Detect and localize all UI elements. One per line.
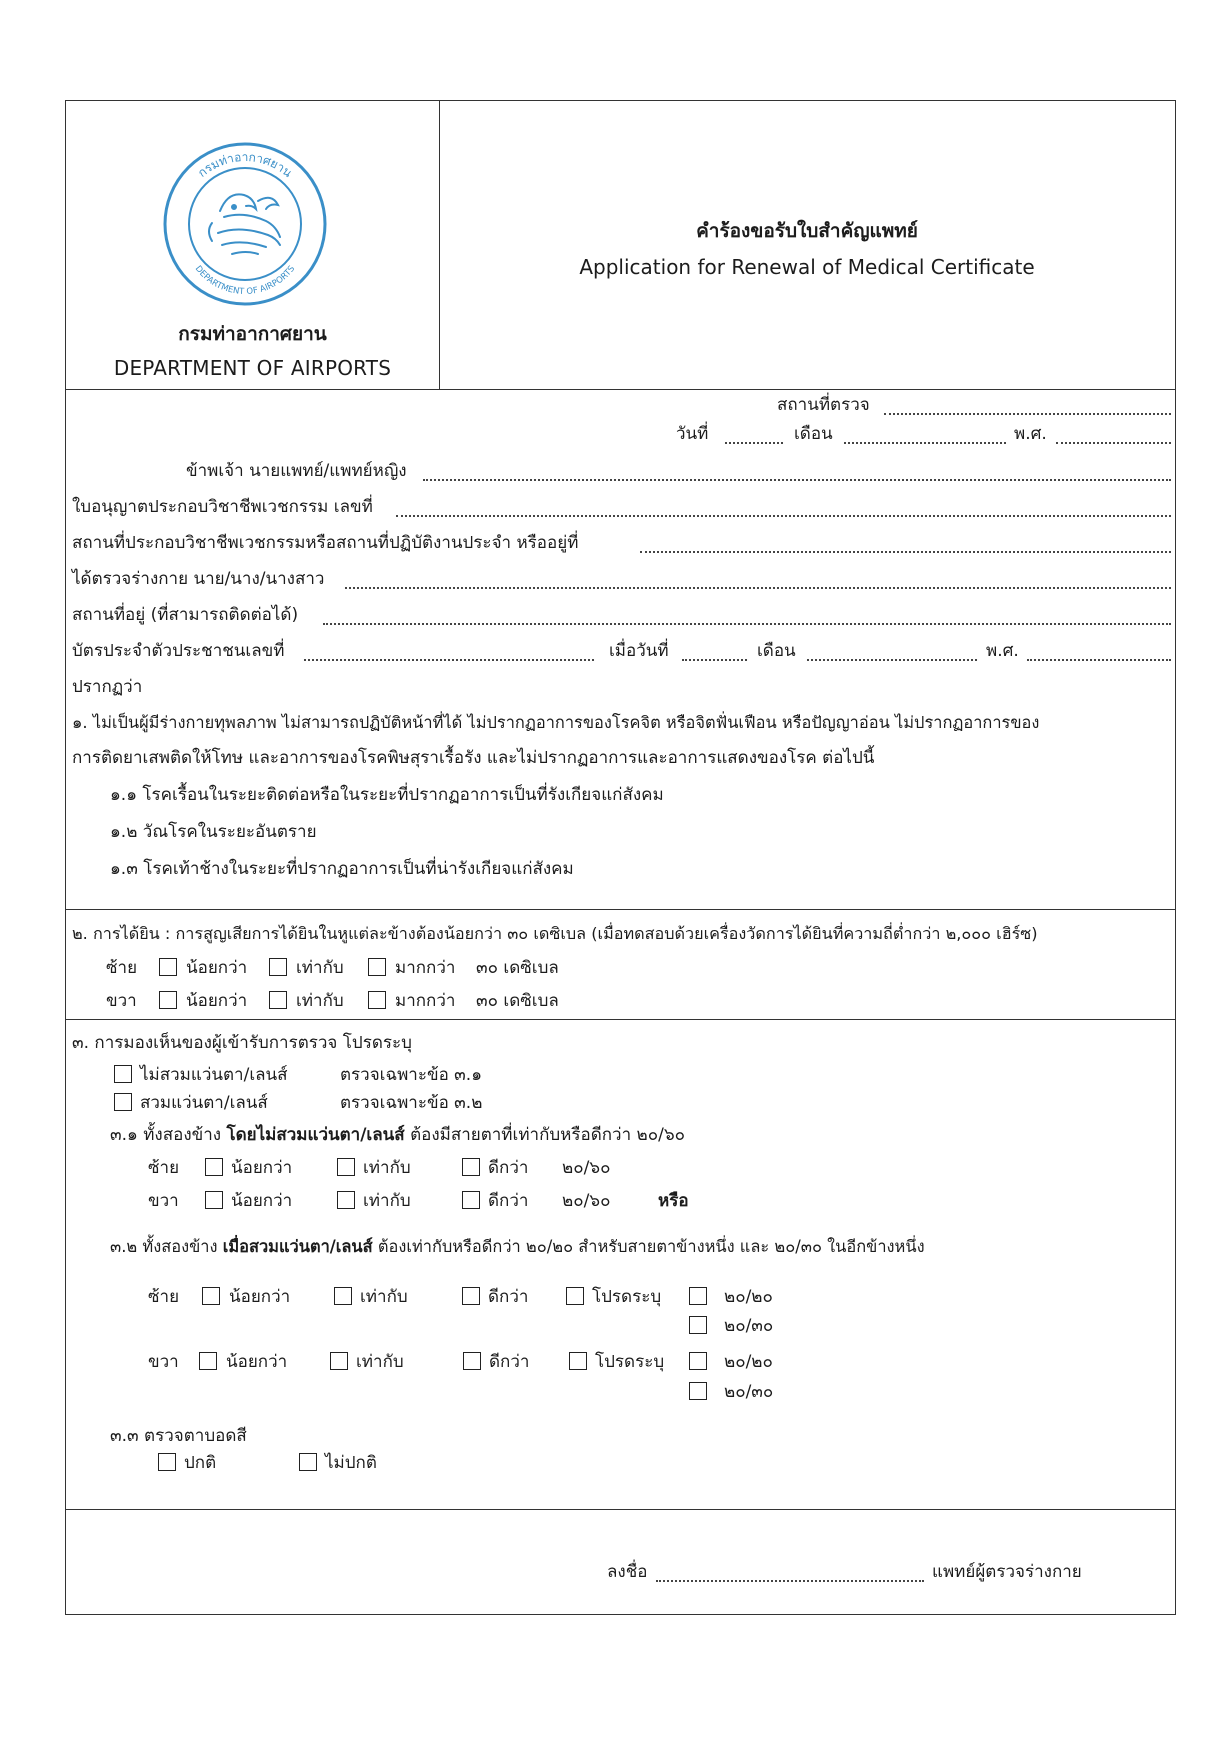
vision-32-right-less-checkbox[interactable] xyxy=(199,1352,217,1370)
hearing-left-equal-checkbox[interactable] xyxy=(269,958,287,976)
vision-32-left-2030-label: ๒๐/๓๐ xyxy=(724,1316,774,1336)
divider-section2 xyxy=(66,1019,1175,1020)
id-date-field[interactable] xyxy=(682,659,747,661)
examined-person-field[interactable] xyxy=(345,587,1171,589)
id-card-label: บัตรประจำตัวประชาชนเลขที่ xyxy=(72,641,285,661)
color-abnormal-label: ไม่ปกติ xyxy=(325,1453,377,1473)
doctor-label: ข้าพเจ้า นายแพทย์/แพทย์หญิง xyxy=(186,461,407,481)
department-seal-logo xyxy=(162,141,328,307)
vision-32-left-better-label: ดีกว่า xyxy=(488,1287,529,1307)
vision-32-right-2030-checkbox[interactable] xyxy=(689,1382,707,1400)
vision-31-left-better-label: ดีกว่า xyxy=(488,1158,529,1178)
address-label: สถานที่อยู่ (ที่สามารถติดต่อได้) xyxy=(72,605,299,625)
vision-31-right-equal-checkbox[interactable] xyxy=(337,1191,355,1209)
vision-32-right-better-checkbox[interactable] xyxy=(463,1352,481,1370)
doctor-role-label: แพทย์ผู้ตรวจร่างกาย xyxy=(932,1562,1082,1582)
hearing-right-label: ขวา xyxy=(106,991,137,1011)
or-label: หรือ xyxy=(658,1191,689,1211)
vision-heading: ๓. การมองเห็นของผู้เข้ารับการตรวจ โปรดระบุ xyxy=(72,1033,412,1053)
hearing-right-less-label: น้อยกว่า xyxy=(186,991,248,1011)
item1-3: ๑.๓ โรคเท้าช้างในระยะที่ปรากฏอาการเป็นที่น่ารังเกียจแก่สังคม xyxy=(110,859,574,879)
check-32-label: ตรวจเฉพาะข้อ ๓.๒ xyxy=(340,1093,483,1113)
hearing-left-less-checkbox[interactable] xyxy=(159,958,177,976)
vision-32-left-less-label: น้อยกว่า xyxy=(229,1287,291,1307)
hearing-left-label: ซ้าย xyxy=(106,958,138,978)
color-normal-checkbox[interactable] xyxy=(158,1453,176,1471)
hearing-left-more-label: มากกว่า xyxy=(395,958,456,978)
vision-31-left-equal-checkbox[interactable] xyxy=(337,1158,355,1176)
item1-2: ๑.๒ วัณโรคในระยะอันตราย xyxy=(110,822,317,842)
vision-31-left-better-checkbox[interactable] xyxy=(462,1158,480,1176)
vision-32-right-2020-checkbox[interactable] xyxy=(689,1352,707,1370)
vision-31-right-less-checkbox[interactable] xyxy=(205,1191,223,1209)
id-month-label: เดือน xyxy=(757,641,796,661)
vision-31-right-label: ขวา xyxy=(148,1191,179,1211)
vision-32-left-2020-checkbox[interactable] xyxy=(689,1287,707,1305)
id-year-field[interactable] xyxy=(1027,659,1171,661)
divider-header xyxy=(66,389,1175,390)
vision-32-left-equal-checkbox[interactable] xyxy=(334,1287,352,1305)
vision-32-right-better-label: ดีกว่า xyxy=(489,1352,530,1372)
vision-32-left-less-checkbox[interactable] xyxy=(202,1287,220,1305)
vision-32-left-equal-label: เท่ากับ xyxy=(360,1287,408,1307)
month-field[interactable] xyxy=(844,442,1006,444)
hearing-right-less-checkbox[interactable] xyxy=(159,991,177,1009)
doctor-name-field[interactable] xyxy=(423,479,1171,481)
year-field[interactable] xyxy=(1056,442,1171,444)
hearing-right-value: ๓๐ เดซิเบล xyxy=(476,991,559,1011)
agency-name-thai: กรมท่าอากาศยาน xyxy=(178,323,327,345)
vision-31-left-equal-label: เท่ากับ xyxy=(363,1158,411,1178)
hearing-heading: ๒. การได้ยิน : การสูญเสียการได้ยินในหูแต่ละข้างต้องน้อยกว่า ๓๐ เดซิเบล (เมื่อทดสอบด้วยเครื่องวัดการได้ยินที่ความถี่ต่ำกว่า ๒,๐๐๐ เฮิร์ซ) xyxy=(72,924,1038,943)
vision-32-left-label: ซ้าย xyxy=(148,1287,180,1307)
item1-line2: การติดยาเสพติดให้โทษ และอาการของโรคพิษสุราเรื้อรัง และไม่ปรากฏอาการและอาการแสดงของโรค ต่อไปนี้ xyxy=(72,748,875,768)
month-label: เดือน xyxy=(794,424,833,444)
license-label: ใบอนุญาตประกอบวิชาชีพเวชกรรม เลขที่ xyxy=(72,497,373,517)
hearing-right-equal-checkbox[interactable] xyxy=(269,991,287,1009)
sign-label: ลงชื่อ xyxy=(607,1562,648,1582)
check-31-label: ตรวจเฉพาะข้อ ๓.๑ xyxy=(340,1065,483,1085)
appears-label: ปรากฏว่า xyxy=(72,677,143,697)
vision-32-left-specify-label: โปรดระบุ xyxy=(592,1287,662,1307)
svg-text:DEPARTMENT OF AIRPORTS: DEPARTMENT OF AIRPORTS xyxy=(192,263,298,298)
place-field[interactable] xyxy=(884,413,1171,415)
form-title-english: Application for Renewal of Medical Certificate xyxy=(579,255,1035,279)
color-abnormal-checkbox[interactable] xyxy=(299,1453,317,1471)
form-title-thai: คำร้องขอรับใบสำคัญแพทย์ xyxy=(696,220,918,242)
examined-person-label: ได้ตรวจร่างกาย นาย/นาง/นางสาว xyxy=(72,569,325,589)
glasses-checkbox[interactable] xyxy=(114,1093,132,1111)
vision-31-right-less-label: น้อยกว่า xyxy=(231,1191,293,1211)
item1-line1: ๑. ไม่เป็นผู้มีร่างกายทุพลภาพ ไม่สามารถปฏิบัติหน้าที่ได้ ไม่ปรากฏอาการของโรคจิต หรือจิตฟั่นเฟือน หรือปัญญาอ่อน ไม่ปรากฏอาการของ xyxy=(72,713,1040,732)
agency-name-english: DEPARTMENT OF AIRPORTS xyxy=(113,356,392,380)
vision-32-left-better-checkbox[interactable] xyxy=(462,1287,480,1305)
vision-32-right-2020-label: ๒๐/๒๐ xyxy=(724,1352,773,1372)
place-label: สถานที่ตรวจ xyxy=(777,395,870,415)
vision-32-right-equal-checkbox[interactable] xyxy=(330,1352,348,1370)
vision-31-right-equal-label: เท่ากับ xyxy=(363,1191,411,1211)
vision-31-left-less-checkbox[interactable] xyxy=(205,1158,223,1176)
signature-field[interactable] xyxy=(656,1580,924,1582)
id-date-label: เมื่อวันที่ xyxy=(609,641,669,661)
vision-32-right-label: ขวา xyxy=(148,1352,179,1372)
license-number-field[interactable] xyxy=(396,515,1171,517)
hearing-right-more-label: มากกว่า xyxy=(395,991,456,1011)
id-year-label: พ.ศ. xyxy=(986,641,1019,661)
vision-32-right-equal-label: เท่ากับ xyxy=(356,1352,404,1372)
id-card-field[interactable] xyxy=(304,659,594,661)
vision-32-right-2030-label: ๒๐/๓๐ xyxy=(724,1382,774,1402)
year-label: พ.ศ. xyxy=(1014,424,1047,444)
vision-31-heading: ๓.๑ ทั้งสองข้าง โดยไม่สวมแว่นตา/เลนส์ ต้องมีสายตาที่เท่ากับหรือดีกว่า ๒๐/๖๐ xyxy=(110,1125,686,1145)
vision-31-right-better-label: ดีกว่า xyxy=(488,1191,529,1211)
vision-31-right-better-checkbox[interactable] xyxy=(462,1191,480,1209)
glasses-label: สวมแว่นตา/เลนส์ xyxy=(140,1093,268,1113)
vision-32-right-less-label: น้อยกว่า xyxy=(226,1352,288,1372)
no-glasses-label: ไม่สวมแว่นตา/เลนส์ xyxy=(140,1065,288,1085)
hearing-left-equal-label: เท่ากับ xyxy=(296,958,344,978)
divider-section3 xyxy=(66,1509,1175,1510)
vision-31-left-label: ซ้าย xyxy=(148,1158,180,1178)
application-form xyxy=(65,100,1176,1615)
id-month-field[interactable] xyxy=(807,659,977,661)
vision-31-left-less-label: น้อยกว่า xyxy=(231,1158,293,1178)
divider-section1 xyxy=(66,909,1175,910)
hearing-right-more-checkbox[interactable] xyxy=(368,991,386,1009)
no-glasses-checkbox[interactable] xyxy=(114,1065,132,1083)
hearing-left-more-checkbox[interactable] xyxy=(368,958,386,976)
vision-32-left-2030-checkbox[interactable] xyxy=(689,1316,707,1334)
color-normal-label: ปกติ xyxy=(184,1453,217,1473)
vision-31-right-value: ๒๐/๖๐ xyxy=(562,1191,611,1211)
svg-text:กรมท่าอากาศยาน: กรมท่าอากาศยาน xyxy=(195,149,295,180)
item1-1: ๑.๑ โรคเรื้อนในระยะติดต่อหรือในระยะที่ปรากฏอาการเป็นที่รังเกียจแก่สังคม xyxy=(110,785,664,805)
vision-32-right-specify-label: โปรดระบุ xyxy=(595,1352,665,1372)
vision-32-left-specify-checkbox[interactable] xyxy=(566,1287,584,1305)
date-field[interactable] xyxy=(725,442,783,444)
vision-31-left-value: ๒๐/๖๐ xyxy=(562,1158,611,1178)
hearing-left-value: ๓๐ เดซิเบล xyxy=(476,958,559,978)
workplace-label: สถานที่ประกอบวิชาชีพเวชกรรมหรือสถานที่ปฏิบัติงานประจำ หรืออยู่ที่ xyxy=(72,533,579,553)
workplace-field[interactable] xyxy=(640,551,1171,553)
vision-32-left-2020-label: ๒๐/๒๐ xyxy=(724,1287,773,1307)
hearing-left-less-label: น้อยกว่า xyxy=(186,958,248,978)
address-field[interactable] xyxy=(323,623,1171,625)
vision-32-right-specify-checkbox[interactable] xyxy=(569,1352,587,1370)
vision-33-heading: ๓.๓ ตรวจตาบอดสี xyxy=(110,1426,247,1446)
vision-32-heading: ๓.๒ ทั้งสองข้าง เมื่อสวมแว่นตา/เลนส์ ต้องเท่ากับหรือดีกว่า ๒๐/๒๐ สำหรับสายตาข้างหนึ่ง และ ๒๐/๓๐ ในอีกข้างหนึ่ง xyxy=(110,1237,925,1256)
date-label: วันที่ xyxy=(676,424,709,444)
hearing-right-equal-label: เท่ากับ xyxy=(296,991,344,1011)
